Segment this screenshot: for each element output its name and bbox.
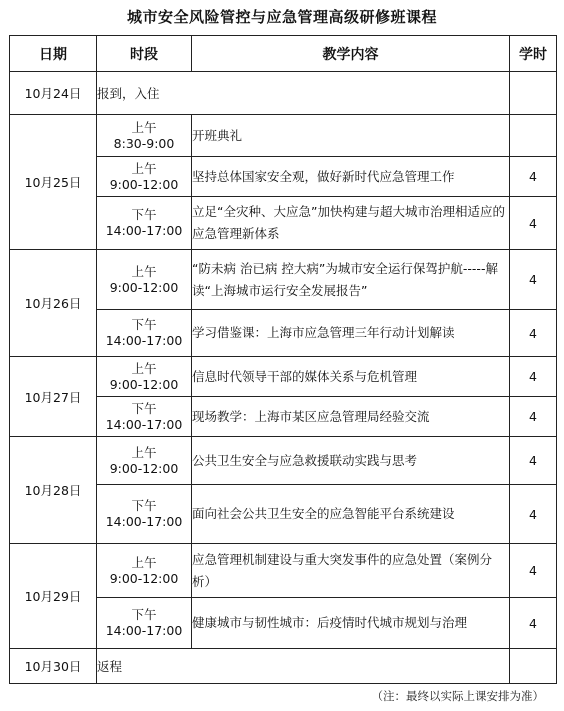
period-time: 14:00-17:00	[105, 416, 183, 432]
hours-cell: 4	[510, 310, 557, 357]
period-time: 14:00-17:00	[105, 514, 183, 529]
content-cell: 面向社会公共卫生安全的应急智能平台系统建设	[192, 485, 510, 544]
hours-cell	[510, 72, 557, 115]
content-cell: “防未病 治已病 控大病”为城市安全运行保驾护航-----解读“上海城市运行安全发展报告”	[192, 250, 510, 310]
header-hours: 学时	[510, 36, 557, 72]
period-label: 上午	[131, 119, 157, 135]
hours-cell: 4	[510, 437, 557, 485]
page-title: 城市安全风险管控与应急管理高级研修班课程	[126, 8, 437, 26]
footnote: （注：最终以实际上课安排为准）	[371, 689, 544, 703]
arrival-cell: 报到，入住	[97, 72, 510, 115]
table-row	[10, 357, 557, 397]
period-cell	[97, 357, 192, 397]
hours-cell	[510, 115, 557, 157]
content-cell: 信息时代领导干部的媒体关系与危机管理	[192, 357, 510, 397]
table-row	[10, 649, 557, 684]
date-cell: 10月25日	[10, 115, 97, 250]
hours-cell: 4	[510, 544, 557, 598]
date-cell: 10月30日	[10, 649, 97, 684]
hours-cell: 4	[510, 598, 557, 649]
period-time: 9:00-12:00	[109, 176, 179, 192]
date-cell: 10月26日	[10, 250, 97, 357]
header-date: 日期	[10, 36, 97, 72]
content-cell: 坚持总体国家安全观，做好新时代应急管理工作	[192, 157, 510, 197]
return-cell: 返程	[97, 649, 510, 684]
hours-cell	[510, 649, 557, 684]
period-time: 9:00-12:00	[109, 570, 179, 586]
period-cell	[97, 157, 192, 197]
content-cell: 学习借鉴课：上海市应急管理三年行动计划解读	[192, 310, 510, 357]
table-header-row	[10, 36, 557, 72]
period-cell	[97, 544, 192, 598]
hours-cell: 4	[510, 397, 557, 437]
period-label: 上午	[131, 160, 157, 176]
hours-cell: 4	[510, 250, 557, 310]
period-cell	[97, 397, 192, 437]
content-cell: 应急管理机制建设与重大突发事件的应急处置（案例分析）	[192, 544, 510, 598]
period-label: 下午	[131, 498, 157, 513]
period-label: 下午	[131, 607, 157, 622]
period-cell	[97, 310, 192, 357]
content-cell: 健康城市与韧性城市：后疫情时代城市规划与治理	[192, 598, 510, 649]
content-cell: 公共卫生安全与应急救援联动实践与思考	[192, 437, 510, 485]
period-time: 14:00-17:00	[105, 333, 183, 348]
table-row	[10, 115, 557, 157]
table-row	[10, 437, 557, 485]
period-time: 14:00-17:00	[105, 223, 183, 238]
period-label: 上午	[131, 263, 157, 279]
period-label: 下午	[131, 207, 157, 222]
period-label: 上午	[131, 554, 157, 570]
period-label: 上午	[131, 360, 157, 376]
content-cell: 现场教学：上海市某区应急管理局经验交流	[192, 397, 510, 437]
period-cell	[97, 250, 192, 310]
header-period: 时段	[97, 36, 192, 72]
period-label: 下午	[131, 317, 157, 332]
period-time: 9:00-12:00	[109, 376, 179, 392]
period-cell	[97, 598, 192, 649]
period-cell	[97, 437, 192, 485]
period-label: 下午	[131, 400, 157, 416]
date-cell: 10月27日	[10, 357, 97, 437]
period-cell	[97, 197, 192, 250]
period-time: 14:00-17:00	[105, 623, 183, 638]
period-label: 上午	[131, 444, 157, 460]
hours-cell: 4	[510, 197, 557, 250]
period-time: 8:30-9:00	[113, 135, 175, 151]
course-schedule-table	[9, 35, 557, 684]
period-time: 9:00-12:00	[109, 279, 179, 295]
table-row	[10, 250, 557, 310]
header-content: 教学内容	[192, 36, 510, 72]
hours-cell: 4	[510, 357, 557, 397]
date-cell: 10月28日	[10, 437, 97, 544]
table-row	[10, 72, 557, 115]
date-cell: 10月29日	[10, 544, 97, 649]
content-cell: 立足“全灾种、大应急”加快构建与超大城市治理相适应的应急管理新体系	[192, 197, 510, 250]
hours-cell: 4	[510, 157, 557, 197]
content-cell: 开班典礼	[192, 115, 510, 157]
period-time: 9:00-12:00	[109, 460, 179, 476]
period-cell	[97, 115, 192, 157]
date-cell: 10月24日	[10, 72, 97, 115]
period-cell	[97, 485, 192, 544]
hours-cell: 4	[510, 485, 557, 544]
table-row	[10, 544, 557, 598]
